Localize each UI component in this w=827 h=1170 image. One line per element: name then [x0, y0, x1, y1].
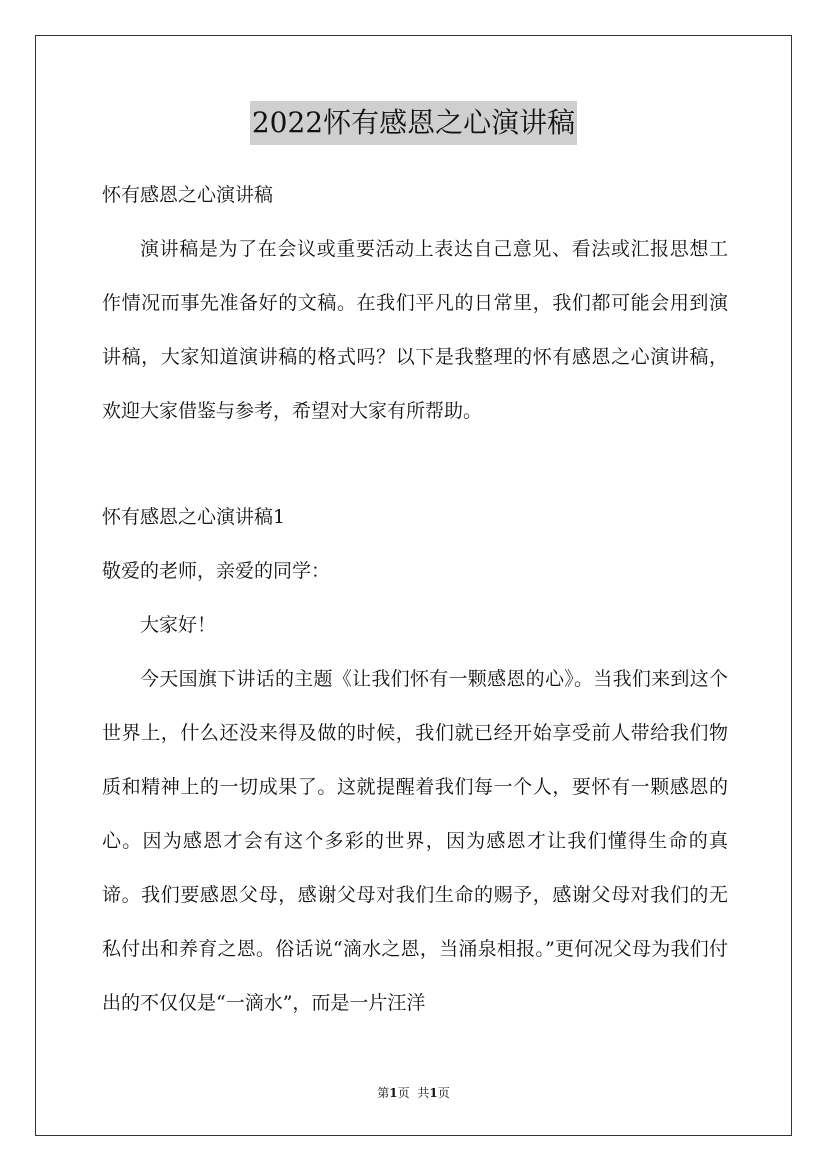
section-heading: 怀有感恩之心演讲稿1: [102, 506, 286, 528]
page-footer: [0, 1084, 827, 1101]
salutation: 敬爱的老师，亲爱的同学：: [102, 560, 331, 582]
body-paragraph: 今天国旗下讲话的主题《让我们怀有一颗感恩的心》。当我们来到这个世界上，什么还没来得及做的时候，我们就已经开始享受前人带给我们物质和精神上的一切成果了。这就提醒着我们每一个人，要怀有一颗感恩的心。因为感恩才会有这个多彩的世界，因为感恩才让我们懂得生命的真谛。我们要感恩父母，感谢父母对我们生命的赐予，感谢父母对我们的无私付出和养育之恩。俗话说“滴水之恩，当涌泉相报。”更何况父母为我们付出的不仅仅是“一滴水”，而是一片汪洋: [102, 668, 728, 1014]
footer-total-suffix: 页: [437, 1086, 450, 1100]
document-body: [102, 168, 728, 1030]
paragraph-gap: [102, 438, 728, 490]
footer-total-number: 1: [429, 1086, 438, 1100]
intro-paragraph: 演讲稿是为了在会议或重要活动上表达自己意见、看法或汇报思想工作情况而事先准备好的文稿。在我们平凡的日常里，我们都可能会用到演讲稿，大家知道演讲稿的格式吗？以下是我整理的怀有感恩之心演讲稿，欢迎大家借鉴与参考，希望对大家有所帮助。: [102, 238, 728, 422]
greeting: 大家好！: [140, 614, 217, 636]
title-container: [0, 101, 827, 145]
document-title: 2022怀有感恩之心演讲稿: [250, 101, 577, 145]
footer-total-prefix: 共: [417, 1086, 430, 1100]
footer-page-suffix: 页: [397, 1086, 410, 1100]
footer-page-prefix: 第: [377, 1086, 390, 1100]
document-subtitle: 怀有感恩之心演讲稿: [102, 184, 274, 206]
footer-page-number: 1: [389, 1086, 398, 1100]
